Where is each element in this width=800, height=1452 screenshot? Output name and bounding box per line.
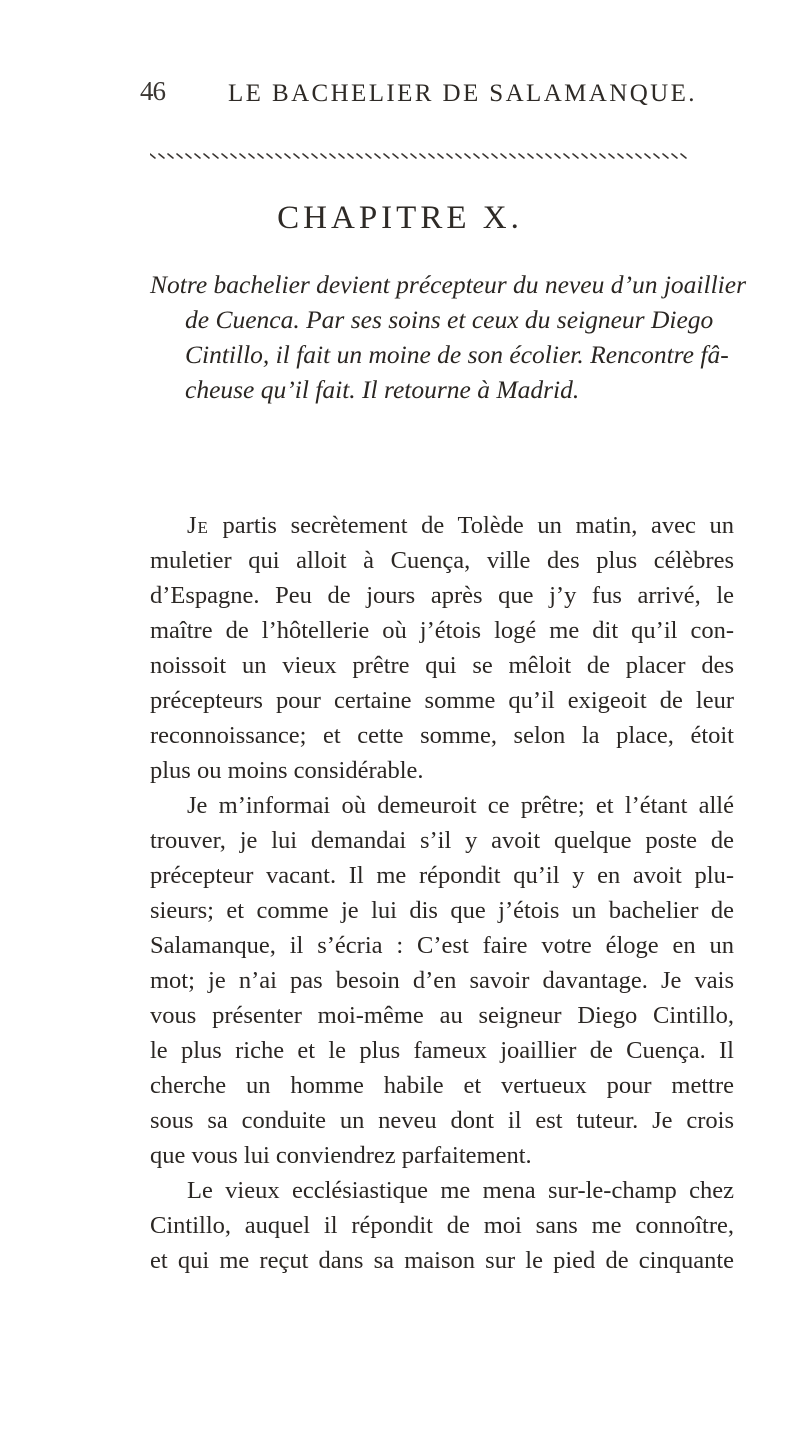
body-line: précepteurs pour certaine somme qu’il exigeoit de leur bbox=[150, 687, 734, 714]
summary-line: cheuse qu’il fait. Il retourne à Madrid. bbox=[185, 375, 580, 404]
body-line: précepteur vacant. Il me répondit qu’il y en avoit plu- bbox=[150, 862, 734, 889]
running-head: LE BACHELIER DE SALAMANQUE. bbox=[228, 80, 697, 107]
drop-word: Je bbox=[187, 512, 209, 539]
ornament-stroke bbox=[150, 154, 686, 158]
body-line: sieurs; et comme je lui dis que j’étois un bachelier de bbox=[150, 897, 734, 924]
body-line-first bbox=[150, 508, 734, 543]
body-line: et qui me reçut dans sa maison sur le pied de cinquante bbox=[150, 1247, 734, 1274]
chapter-summary bbox=[150, 267, 747, 407]
body-line: vous présenter moi-même au seigneur Diego Cintillo, bbox=[150, 1002, 734, 1029]
body-line: mot; je n’ai pas besoin d’en savoir davantage. Je vais bbox=[150, 967, 734, 994]
body-line: noissoit un vieux prêtre qui se mêloit de placer des bbox=[150, 652, 734, 679]
chapter-title: CHAPITRE X. bbox=[277, 200, 523, 236]
summary-line: Cintillo, il fait un moine de son écolier. Rencontre fâ- bbox=[185, 340, 729, 369]
body-line: maître de l’hôtellerie où j’étois logé me dit qu’il con- bbox=[150, 617, 734, 644]
body-line: cherche un homme habile et vertueux pour mettre bbox=[150, 1072, 734, 1099]
body-line: sous sa conduite un neveu dont il est tuteur. Je crois bbox=[150, 1107, 734, 1134]
body-line: trouver, je lui demandai s’il y avoit quelque poste de bbox=[150, 827, 734, 854]
body-line: le plus riche et le plus fameux joaillier de Cuença. Il bbox=[150, 1037, 734, 1064]
body-line: reconnoissance; et cette somme, selon la place, étoit bbox=[150, 722, 734, 749]
body-line: Le vieux ecclésiastique me mena sur-le-champ chez bbox=[187, 1177, 734, 1204]
body-line: Je m’informai où demeuroit ce prêtre; et l’étant allé bbox=[187, 792, 734, 819]
body-line: Cintillo, auquel il répondit de moi sans me connoître, bbox=[150, 1212, 734, 1239]
body-line: plus ou moins considérable. bbox=[150, 757, 424, 784]
body-line: muletier qui alloit à Cuença, ville des plus célèbres bbox=[150, 547, 734, 574]
first-line-rest: partis secrètement de Tolède un matin, avec un bbox=[208, 512, 734, 539]
ornamental-rule bbox=[150, 151, 694, 161]
body-line: que vous lui conviendrez parfaitement. bbox=[150, 1142, 532, 1169]
body-line: d’Espagne. Peu de jours après que j’y fus arrivé, le bbox=[150, 582, 734, 609]
summary-line: de Cuenca. Par ses soins et ceux du seigneur Diego bbox=[185, 305, 714, 334]
page-number: 46 bbox=[140, 76, 165, 106]
body-text bbox=[150, 508, 734, 1278]
body-line: Salamanque, il s’écria : C’est faire votre éloge en un bbox=[150, 932, 734, 959]
summary-line: Notre bachelier devient précepteur du neveu d’un joaillier bbox=[150, 270, 747, 299]
